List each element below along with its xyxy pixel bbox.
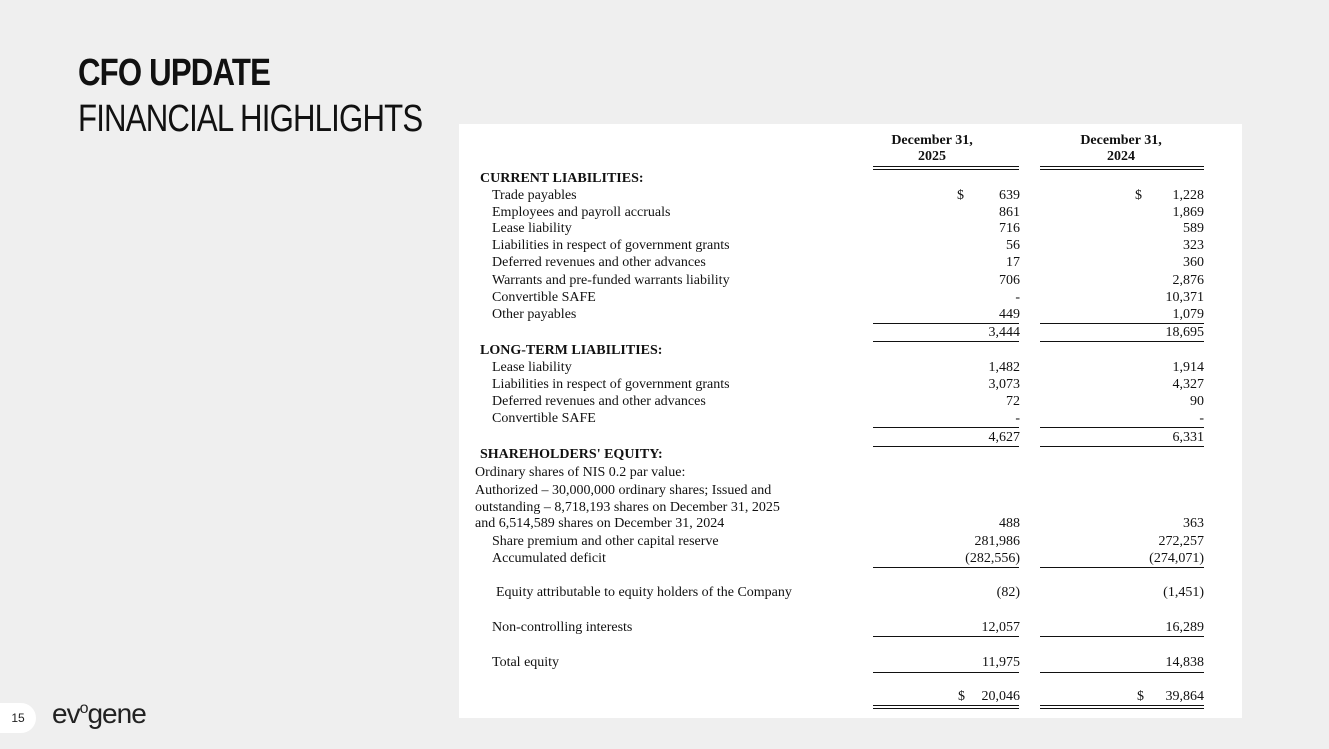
attributable-equity-2024: (1,451) (1163, 585, 1204, 600)
attributable-equity-2025: (82) (996, 585, 1020, 600)
cl-row-label: Employees and payroll accruals (492, 205, 671, 220)
nci-rule-2024 (1040, 636, 1204, 637)
cl-total-2025: 3,444 (988, 325, 1020, 340)
dollar-sign: $ (1135, 188, 1142, 203)
cl-row-2025: 17 (1006, 255, 1020, 270)
cl-row-label: Other payables (492, 307, 577, 322)
lt-row-2025: 3,073 (988, 377, 1020, 392)
dollar-sign: $ (958, 689, 965, 704)
cl-row-2024: 1,869 (1172, 205, 1204, 220)
cl-row-label: Lease liability (492, 221, 572, 236)
cl-row-2024: 323 (1183, 238, 1204, 253)
deficit-rule-2024 (1040, 567, 1204, 568)
lt-row-2025: - (1015, 411, 1020, 426)
cl-row-label: Warrants and pre-funded warrants liability (492, 273, 730, 288)
cl-total-2024: 18,695 (1165, 325, 1204, 340)
grand-total-rule-2025 (873, 705, 1019, 709)
logo-text-1: ev (52, 698, 80, 729)
slide-title: CFO UPDATE (78, 52, 271, 94)
lt-row-label: Liabilities in respect of government grants (492, 377, 730, 392)
total-equity-2024: 14,838 (1165, 655, 1204, 670)
lt-row-label: Convertible SAFE (492, 411, 596, 426)
total-equity-label: Total equity (492, 655, 560, 670)
col-2025-header-line1: December 31, (891, 133, 973, 148)
ordinary-shares-2024: 363 (1183, 516, 1204, 531)
cl-row-2024: 2,876 (1172, 273, 1204, 288)
lt-row-label: Deferred revenues and other advances (492, 394, 706, 409)
col-2024-header-line1: December 31, (1080, 133, 1162, 148)
col-2024-header (1051, 133, 1191, 165)
col-2024-header-line2: 2024 (1107, 149, 1135, 164)
cl-row-2024: 1,228 (1172, 188, 1204, 203)
deficit-rule-2025 (873, 567, 1019, 568)
cl-row-2025: 716 (999, 221, 1020, 236)
cl-row-2025: 706 (999, 273, 1020, 288)
cl-row-label: Trade payables (492, 188, 577, 203)
grand-total-2025: 20,046 (981, 689, 1020, 704)
cl-row-2024: 360 (1183, 255, 1204, 270)
ordinary-shares-line: outstanding – 8,718,193 shares on December 31, 2025 (475, 500, 780, 515)
total-equity-rule-2024 (1040, 672, 1204, 673)
nci-rule-2025 (873, 636, 1019, 637)
lt-row-2025: 1,482 (988, 360, 1020, 375)
ordinary-shares-2025: 488 (999, 516, 1020, 531)
logo-text-3: gene (87, 698, 146, 729)
cl-row-2024: 1,079 (1172, 307, 1204, 322)
grand-total-rule-2024 (1040, 705, 1204, 709)
dollar-sign: $ (1137, 689, 1144, 704)
lt-row-label: Lease liability (492, 360, 572, 375)
lt-row-2024: 4,327 (1172, 377, 1204, 392)
lt-row-2025: 72 (1006, 394, 1020, 409)
lt-subtotal-rule-2024 (1040, 427, 1204, 428)
evogene-logo (52, 698, 146, 730)
lt-row-2024: - (1199, 411, 1204, 426)
cl-row-label: Convertible SAFE (492, 290, 596, 305)
logo-text-2: o (79, 700, 88, 717)
accumulated-deficit-2024: (274,071) (1149, 551, 1204, 566)
cl-subtotal-rule-2024 (1040, 323, 1204, 324)
accumulated-deficit-2025: (282,556) (965, 551, 1020, 566)
cl-total-rule-2025 (873, 341, 1019, 342)
lt-total-rule-2024 (1040, 446, 1204, 447)
attributable-equity-label: Equity attributable to equity holders of the Company (496, 585, 792, 600)
page-number: 15 (0, 703, 36, 733)
ordinary-shares-line: Authorized – 30,000,000 ordinary shares; Issued and (475, 483, 772, 498)
accumulated-deficit-label: Accumulated deficit (492, 551, 606, 566)
cl-row-label: Liabilities in respect of government grants (492, 238, 730, 253)
ordinary-shares-line: Ordinary shares of NIS 0.2 par value: (475, 465, 686, 480)
balance-sheet-panel (459, 124, 1242, 718)
share-premium-2024: 272,257 (1158, 534, 1204, 549)
nci-2024: 16,289 (1165, 620, 1204, 635)
cl-subtotal-rule-2025 (873, 323, 1019, 324)
share-premium-label: Share premium and other capital reserve (492, 534, 719, 549)
col-2025-header-line2: 2025 (918, 149, 946, 164)
total-equity-2025: 11,975 (982, 655, 1020, 670)
col-2025-header (862, 133, 1002, 165)
grand-total-2024: 39,864 (1165, 689, 1204, 704)
cl-row-2024: 589 (1183, 221, 1204, 236)
cl-total-rule-2024 (1040, 341, 1204, 342)
share-premium-2025: 281,986 (974, 534, 1020, 549)
cl-row-2025: - (1015, 290, 1020, 305)
lt-row-2024: 1,914 (1172, 360, 1204, 375)
cl-row-2025: 861 (999, 205, 1020, 220)
current-liabilities-heading: CURRENT LIABILITIES: (480, 171, 644, 186)
lt-row-2024: 90 (1190, 394, 1204, 409)
nci-label: Non-controlling interests (492, 620, 633, 635)
header-rule-2024 (1040, 166, 1204, 170)
lt-subtotal-rule-2025 (873, 427, 1019, 428)
dollar-sign: $ (957, 188, 964, 203)
cl-row-2024: 10,371 (1165, 290, 1204, 305)
ordinary-shares-line: and 6,514,589 shares on December 31, 2024 (475, 516, 725, 531)
slide-subtitle: FINANCIAL HIGHLIGHTS (78, 98, 423, 140)
long-term-liabilities-heading: LONG-TERM LIABILITIES: (480, 343, 663, 358)
cl-row-2025: 449 (999, 307, 1020, 322)
lt-total-2025: 4,627 (988, 430, 1020, 445)
header-rule-2025 (873, 166, 1019, 170)
equity-heading: SHAREHOLDERS' EQUITY: (480, 447, 663, 462)
cl-row-label: Deferred revenues and other advances (492, 255, 706, 270)
cl-row-2025: 56 (1006, 238, 1020, 253)
cl-row-2025: 639 (999, 188, 1020, 203)
lt-total-2024: 6,331 (1172, 430, 1204, 445)
lt-total-rule-2025 (873, 446, 1019, 447)
nci-2025: 12,057 (981, 620, 1020, 635)
total-equity-rule-2025 (873, 672, 1019, 673)
